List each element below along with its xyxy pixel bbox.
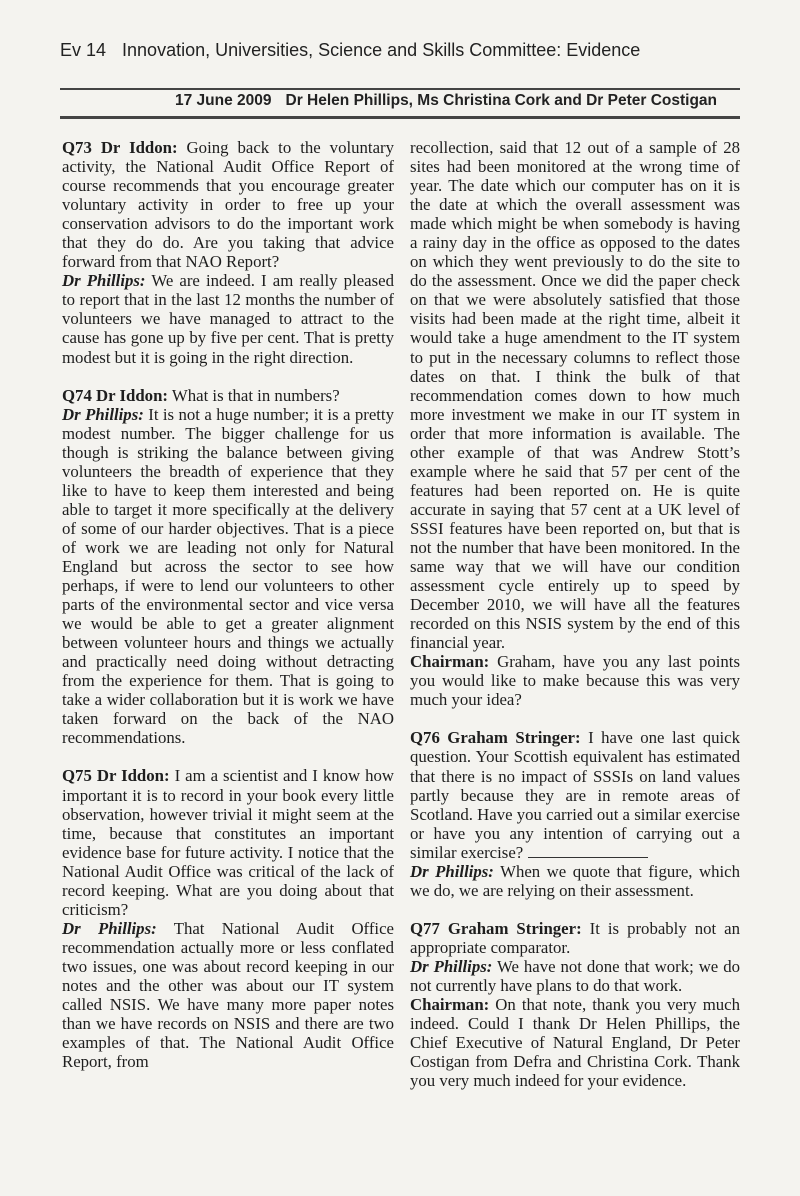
paragraph-text: Going back to the voluntary activity, the National Audit Office Report of course recommends that you encourage greater voluntary activity in order to free up your conservation advisors to do the important work that they do do. Are you taking that advice forward from that NAO Report? bbox=[62, 138, 394, 272]
paragraph bbox=[62, 919, 394, 1071]
paragraph-text: What is that in numbers? bbox=[168, 385, 340, 405]
paragraph bbox=[410, 957, 740, 995]
speaker-label: Q76 Graham Stringer: bbox=[410, 728, 581, 748]
paragraph-text: recollection, said that 12 out of a sample of 28 sites had been monitored at the wrong time of year. The date which our computer has on it is the date at which the overall assessment was made which might be when somebody is having a rainy day in the office as opposed to the dates on which they went previously to do the site to do the assessment. Once we did the paper check on that we were absolutely satisfied that those visits had been made at the right time, albeit it would take a huge amendment to the IT system to put in the necessary columns to reflect those dates on that. I think the bulk of that recommendation comes down to how much more investment we make in our IT system in order that more information is available. The other example of that was Andrew Stott’s example where he said that 57 per cent of the features had been reported on. He is quite accurate in saying that 57 cent at a UK level of SSSI features have been reported on, but that is not the number that have been monitored. In the same way that we will have our condition assessment cycle entirely up to speed by December 2010, we will have all the features recorded on this NSIS system by the end of this financial year. bbox=[410, 138, 740, 653]
paragraph-text: It is not a huge number; it is a pretty modest number. The bigger challenge for us though is striking the balance between giving volunteers the breadth of experience that they like to have to keep them interested and being able to target it more specifically at the delivery of some of our harder objectives. That is a piece of work we are leading not only for Natural England but across the sector to see how perhaps, if were to lend our volunteers to other parts of the environmental sector and vice versa we would be able to get a greater alignment between volunteer hours and things we actually and practically need doing without detracting from the experience for them. That is going to take a wider collaboration but it is work we have taken forward on the back of the NAO recommendations. bbox=[62, 404, 394, 748]
header-rule-top bbox=[60, 88, 740, 90]
paragraph bbox=[62, 138, 394, 271]
witness-names: Dr Helen Phillips, Ms Christina Cork and Dr Peter Costigan bbox=[285, 92, 718, 109]
speaker-label: Dr Phillips: bbox=[62, 404, 144, 424]
paragraph bbox=[62, 405, 394, 748]
paragraph-text: I have one last quick question. Your Scottish equivalent has estimated that there is no impact of SSSIs on land values partly because they are in remote areas of Scotland. Have you carried out a similar exercise or have you any intention of carrying out a similar exercise? bbox=[410, 728, 741, 862]
speaker-label: Dr Phillips: bbox=[62, 271, 146, 291]
speaker-label: Dr Phillips: bbox=[410, 956, 493, 976]
speaker-label: Dr Phillips: bbox=[410, 861, 494, 881]
end-of-session-rule bbox=[528, 857, 648, 858]
paragraph-text: When we quote that figure, which we do, we are relying on their assessment. bbox=[410, 861, 740, 900]
speaker-label: Chairman: bbox=[410, 652, 490, 672]
session-subheading bbox=[175, 92, 717, 110]
speaker-label: Q73 Dr Iddon: bbox=[62, 138, 178, 157]
session-date: 17 June 2009 bbox=[175, 92, 272, 109]
speaker-label: Chairman: bbox=[410, 995, 490, 1015]
speaker-label: Dr Phillips: bbox=[62, 918, 157, 938]
paragraph-text: I am a scientist and I know how important it is to record in your book every little observation, however trivial it might seem at the time, because that constitutes an important evidence base for future activity. I notice that the National Audit Office was critical of the lack of record keeping. What are you doing about that criticism? bbox=[62, 766, 394, 919]
paragraph-text: We have not done that work; we do not currently have plans to do that work. bbox=[410, 956, 740, 995]
paragraph-text: That National Audit Office recommendation actually more or less conflated two issues, one was about record keeping in our notes and the other was about our IT system called NSIS. We have many more paper notes than we have records on NSIS and there are two examples of that. The National Audit Office Report, from bbox=[62, 918, 394, 1072]
paragraph-text: It is probably not an appropriate comparator. bbox=[410, 918, 740, 957]
paragraph bbox=[410, 138, 740, 652]
paragraph bbox=[410, 728, 740, 861]
committee-title: Innovation, Universities, Science and Skills Committee: Evidence bbox=[122, 40, 641, 60]
left-column bbox=[62, 138, 394, 1071]
speaker-label: Q75 Dr Iddon: bbox=[62, 766, 170, 786]
header-rule-bottom bbox=[60, 116, 740, 119]
paragraph bbox=[410, 995, 740, 1090]
evidence-page-number: Ev 14 bbox=[60, 40, 107, 60]
running-head bbox=[60, 40, 640, 61]
paragraph-text: Graham, have you any last points you would like to make because this was very much your idea? bbox=[410, 652, 740, 710]
paragraph-text: On that note, thank you very much indeed. Could I thank Dr Helen Phillips, the Chief Executive of Natural England, Dr Peter Costigan from Defra and Christina Cork. Thank you very much indeed for your evidence. bbox=[410, 995, 740, 1091]
paragraph bbox=[62, 766, 394, 918]
speaker-label: Q77 Graham Stringer: bbox=[410, 918, 582, 938]
paragraph bbox=[62, 271, 394, 366]
paragraph-text: We are indeed. I am really pleased to report that in the last 12 months the number of volunteers we have managed to attract to the cause has gone up by five per cent. That is pretty modest but it is going in the right direction. bbox=[62, 271, 394, 367]
right-column bbox=[410, 138, 740, 1090]
paragraph bbox=[410, 919, 740, 957]
paragraph bbox=[410, 652, 740, 709]
speaker-label: Q74 Dr Iddon: bbox=[62, 385, 168, 405]
paragraph bbox=[62, 386, 394, 405]
paragraph bbox=[410, 862, 740, 900]
